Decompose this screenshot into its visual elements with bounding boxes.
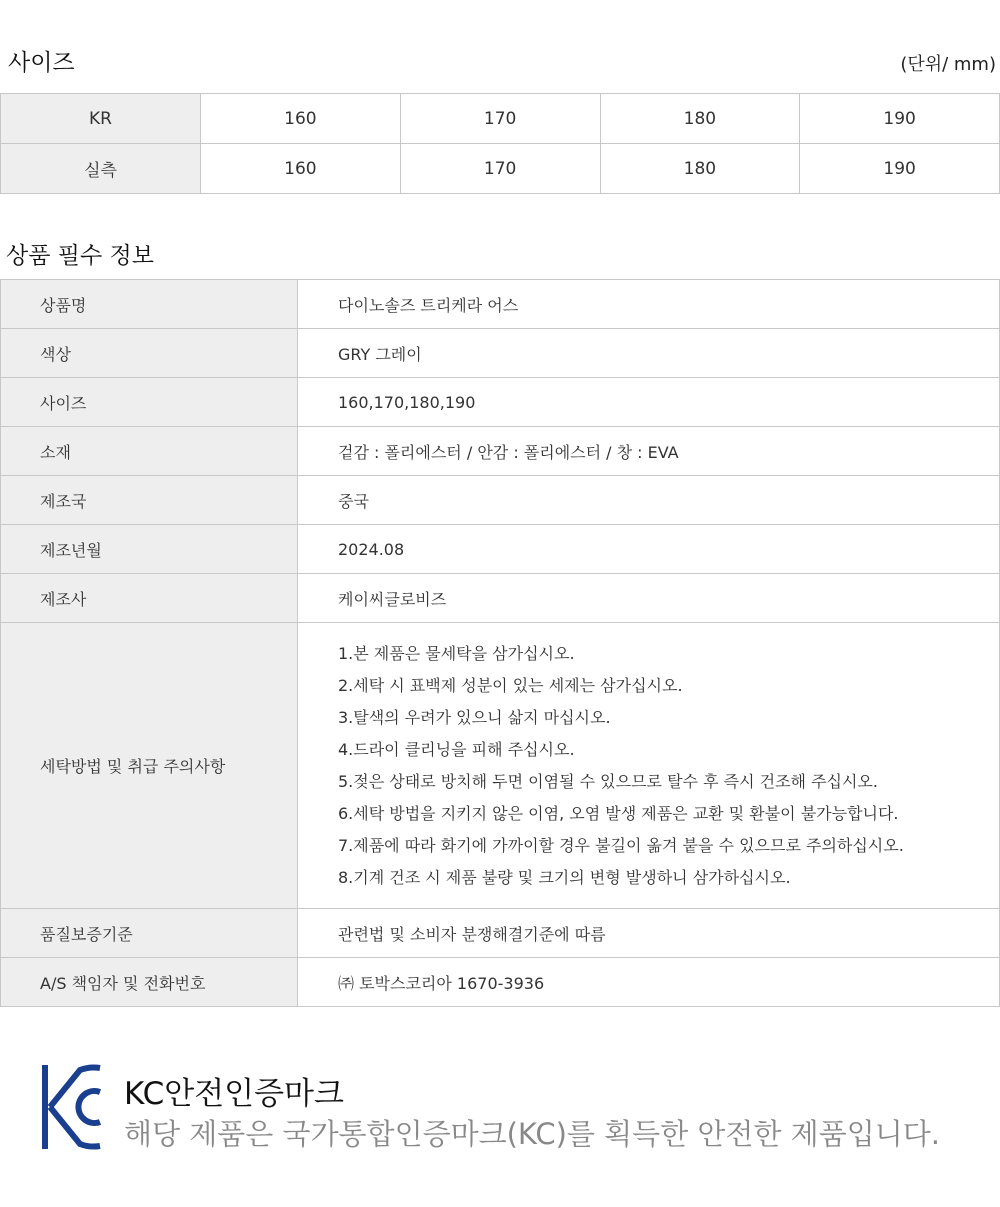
size-row-label: 실측 (1, 144, 201, 194)
care-item: 6.세탁 방법을 지키지 않은 이염, 오염 발생 제품은 교환 및 환불이 불가능합니다. (338, 803, 899, 823)
info-value: 160,170,180,190 (298, 378, 1000, 427)
size-section-title: 사이즈 (8, 50, 75, 76)
info-row-country (1, 476, 1000, 525)
care-item: 8.기계 건조 시 제품 불량 및 크기의 변형 발생하니 삼가하십시오. (338, 867, 791, 887)
info-label: 제조년월 (1, 525, 298, 574)
info-row-manufacture-date (1, 525, 1000, 574)
care-item: 1.본 제품은 물세탁을 삼가십시오. (338, 643, 575, 663)
care-instructions (298, 623, 1000, 909)
size-cell: 160 (201, 94, 401, 144)
kc-description: 해당 제품은 국가통합인증마크(KC)를 획득한 안전한 제품입니다. (124, 1117, 940, 1151)
care-item: 5.젖은 상태로 방치해 두면 이염될 수 있으므로 탈수 후 즉시 건조해 주십시오. (338, 771, 878, 791)
info-value: GRY 그레이 (298, 329, 1000, 378)
info-row-as-contact (1, 958, 1000, 1007)
size-cell: 170 (400, 94, 600, 144)
size-cell: 180 (600, 144, 800, 194)
info-row-color (1, 329, 1000, 378)
care-item: 2.세탁 시 표백제 성분이 있는 세제는 삼가십시오. (338, 675, 683, 695)
info-value: 겉감 : 폴리에스터 / 안감 : 폴리에스터 / 창 : EVA (298, 427, 1000, 476)
info-label: 소재 (1, 427, 298, 476)
info-row-product-name (1, 280, 1000, 329)
product-info-table (0, 279, 1000, 1007)
info-row-manufacturer (1, 574, 1000, 623)
info-row-care (1, 623, 1000, 909)
info-row-size (1, 378, 1000, 427)
info-value: 관련법 및 소비자 분쟁해결기준에 따름 (298, 909, 1000, 958)
care-item: 4.드라이 클리닝을 피해 주십시오. (338, 739, 575, 759)
info-value: 케이씨글로비즈 (298, 574, 1000, 623)
size-unit-label: (단위/ mm) (900, 54, 996, 75)
size-section-header (0, 44, 1000, 78)
care-item: 3.탈색의 우려가 있으니 삶지 마십시오. (338, 707, 611, 727)
info-value: 2024.08 (298, 525, 1000, 574)
info-row-material (1, 427, 1000, 476)
size-table (0, 93, 1000, 194)
info-label: 상품명 (1, 280, 298, 329)
info-value: 중국 (298, 476, 1000, 525)
care-item: 7.제품에 따라 화기에 가까이할 경우 불길이 옮겨 붙을 수 있으므로 주의하십시오. (338, 835, 904, 855)
kc-mark-icon (40, 1062, 102, 1152)
info-section-title: 상품 필수 정보 (6, 243, 154, 269)
info-label: 제조국 (1, 476, 298, 525)
size-cell: 190 (800, 144, 1000, 194)
info-label: A/S 책임자 및 전화번호 (1, 958, 298, 1007)
info-value: ㈜ 토박스코리아 1670-3936 (298, 958, 1000, 1007)
kc-title: KC안전인증마크 (124, 1076, 344, 1112)
info-label: 세탁방법 및 취급 주의사항 (1, 623, 298, 909)
size-cell: 170 (400, 144, 600, 194)
info-value: 다이노솔즈 트리케라 어스 (298, 280, 1000, 329)
size-row-label: KR (1, 94, 201, 144)
size-row-measured (1, 144, 1000, 194)
kc-certification (40, 1062, 990, 1157)
info-label: 제조사 (1, 574, 298, 623)
care-list (338, 638, 999, 894)
info-label: 품질보증기준 (1, 909, 298, 958)
info-row-quality (1, 909, 1000, 958)
size-cell: 180 (600, 94, 800, 144)
size-cell: 190 (800, 94, 1000, 144)
info-label: 색상 (1, 329, 298, 378)
info-label: 사이즈 (1, 378, 298, 427)
size-row-kr (1, 94, 1000, 144)
size-cell: 160 (201, 144, 401, 194)
